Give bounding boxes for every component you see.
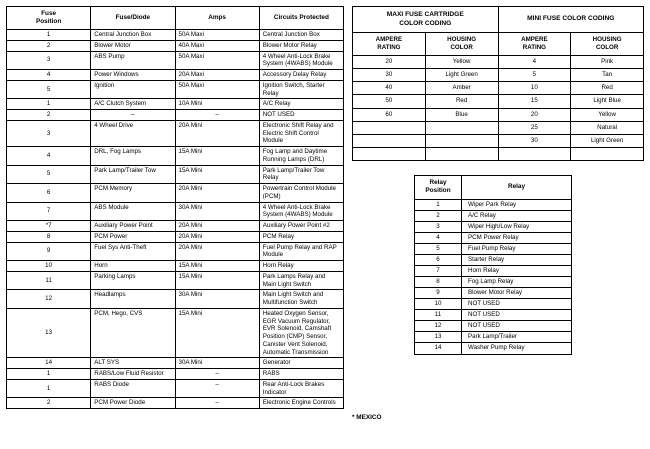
fuse-circuits-cell: Main Light Switch and Multifunction Switch	[259, 290, 343, 309]
fuse-amps-cell: 30A Mini	[175, 290, 259, 309]
maxi-ampere-cell	[353, 121, 426, 134]
maxi-housing-header-line2: COLOR	[450, 44, 473, 52]
maxi-ampere-cell	[353, 134, 426, 147]
fuse-position-cell: 10	[7, 261, 91, 272]
fuse-table-header-device: Fuse/Diode	[91, 7, 175, 30]
relay-position-cell: 7	[415, 266, 462, 277]
table-row	[7, 242, 344, 261]
mini-housing-color-cell: Natural	[571, 121, 644, 134]
table-row	[415, 299, 572, 310]
mini-housing-color-cell: Red	[571, 82, 644, 95]
fuse-table-header-position-line2: Position	[36, 18, 62, 25]
relay-name-cell: Starter Relay	[462, 254, 572, 265]
table-row	[7, 30, 344, 41]
maxi-housing-header	[425, 33, 498, 56]
fuse-amps-cell: 15A Mini	[175, 165, 259, 184]
table-row	[7, 398, 344, 409]
relay-name-cell: Wiper Park Relay	[462, 199, 572, 210]
fuse-position-cell: 9	[7, 242, 91, 261]
mini-housing-header-line2: COLOR	[595, 44, 619, 52]
relay-name-cell: A/C Relay	[462, 210, 572, 221]
fuse-table-header-position-line1: Fuse	[41, 10, 57, 17]
table-row	[353, 95, 644, 108]
table-row	[415, 254, 572, 265]
fuse-position-cell: 3	[7, 51, 91, 70]
fuse-circuits-cell: Fog Lamp and Daytime Running Lamps (DRL)	[259, 147, 343, 166]
fuse-amps-cell: 10A Mini	[175, 99, 259, 110]
footnote-mexico: * MEXICO	[352, 414, 382, 421]
fuse-amps-cell: 20A Mini	[175, 231, 259, 242]
table-row	[353, 134, 644, 147]
fuse-position-cell: 11	[7, 271, 91, 290]
color-coding-title-row	[353, 7, 644, 33]
table-row	[7, 120, 344, 146]
relay-name-cell: Blower Motor Relay	[462, 288, 572, 299]
mini-ampere-cell: 10	[498, 82, 571, 95]
fuse-circuits-cell: Accessory Delay Relay	[259, 70, 343, 81]
fuse-circuits-cell: Powertrain Control Module (PCM)	[259, 184, 343, 203]
relay-name-cell: NOT USED	[462, 310, 572, 321]
fuse-device-cell: Ignition	[91, 80, 175, 99]
fuse-circuits-cell: Electronic Shift Relay and Electric Shift Control Module	[259, 120, 343, 146]
table-row	[7, 40, 344, 51]
fuse-position-cell: 4	[7, 70, 91, 81]
fuse-position-cell: 8	[7, 231, 91, 242]
fuse-circuits-cell: 4 Wheel Anti-Lock Brake System (4WABS) Module	[259, 202, 343, 221]
fuse-amps-cell: 15A Mini	[175, 261, 259, 272]
fuse-position-cell: 4	[7, 147, 91, 166]
fuse-device-cell: ALT SYS	[91, 358, 175, 369]
mini-ampere-header-line1: AMPERE	[521, 36, 548, 44]
relay-name-cell: PCM Power Relay	[462, 232, 572, 243]
fuse-device-cell: ABS Module	[91, 202, 175, 221]
fuse-device-cell: ABS Pump	[91, 51, 175, 70]
table-row	[415, 221, 572, 232]
table-row	[7, 99, 344, 110]
maxi-housing-color-cell	[425, 134, 498, 147]
fuse-position-cell: 7	[7, 202, 91, 221]
table-row	[415, 199, 572, 210]
maxi-title-line1: MAXI FUSE CARTRIDGE	[386, 11, 464, 18]
table-row	[415, 332, 572, 343]
fuse-position-cell: 6	[7, 184, 91, 203]
table-row	[7, 184, 344, 203]
mini-housing-color-cell: Yellow	[571, 108, 644, 121]
mini-housing-header	[571, 33, 644, 56]
fuse-amps-cell: 30A Mini	[175, 358, 259, 369]
maxi-ampere-cell: 60	[353, 108, 426, 121]
fuse-device-cell: Headlamps	[91, 290, 175, 309]
color-coding-container	[352, 6, 644, 161]
fuse-amps-cell: 20A Mini	[175, 242, 259, 261]
table-row	[415, 277, 572, 288]
mini-ampere-cell: 5	[498, 69, 571, 82]
fuse-position-cell: 2	[7, 40, 91, 51]
maxi-ampere-cell	[353, 147, 426, 160]
maxi-title-line2: COLOR CODING	[399, 19, 452, 27]
fuse-amps-cell: 15A Mini	[175, 147, 259, 166]
relay-position-cell: 10	[415, 299, 462, 310]
table-row	[7, 165, 344, 184]
fuse-position-cell: 2	[7, 398, 91, 409]
relay-table-container	[414, 175, 572, 355]
fuse-circuits-cell: Central Junction Box	[259, 30, 343, 41]
relay-header-line1: Relay	[429, 179, 447, 186]
fuse-circuits-cell: Rear Anti-Lock Brakes Indicator	[259, 379, 343, 398]
fuse-position-cell: *7	[7, 221, 91, 232]
fuse-amps-cell: 15A Mini	[175, 271, 259, 290]
fuse-circuits-cell: NOT USED	[259, 110, 343, 121]
fuse-amps-cell: –	[175, 369, 259, 380]
fuse-position-cell: 3	[7, 120, 91, 146]
fuse-device-cell: Parking Lamps	[91, 271, 175, 290]
table-row	[7, 379, 344, 398]
fuse-device-cell: Park Lamp/Trailer Tow	[91, 165, 175, 184]
maxi-housing-color-cell: Light Green	[425, 69, 498, 82]
fuse-device-cell: Blower Motor	[91, 40, 175, 51]
fuse-position-cell: 13	[7, 308, 91, 358]
relay-position-cell: 13	[415, 332, 462, 343]
table-row	[353, 82, 644, 95]
mini-housing-header-line1: HOUSING	[592, 36, 622, 44]
fuse-circuits-cell: Horn Relay	[259, 261, 343, 272]
relay-header-line2: Position	[425, 187, 451, 195]
table-row	[353, 108, 644, 121]
fuse-circuits-cell: A/C Relay	[259, 99, 343, 110]
table-row	[7, 369, 344, 380]
relay-position-cell: 6	[415, 254, 462, 265]
fuse-table-header-amps: Amps	[175, 7, 259, 30]
fuse-position-cell: 1	[7, 30, 91, 41]
maxi-housing-color-cell	[425, 121, 498, 134]
fuse-device-cell: DRL, Fog Lamps	[91, 147, 175, 166]
table-row	[7, 80, 344, 99]
table-row	[7, 271, 344, 290]
fuse-circuits-cell: Heated Oxygen Sensor, EGR Vacuum Regulator, EVR Solenoid, Camshaft Position (CMP) Sensor, Canister Vent Solenoid, Automatic Transmission	[259, 308, 343, 358]
fuse-position-cell: 14	[7, 358, 91, 369]
relay-name-cell: Fuel Pump Relay	[462, 243, 572, 254]
table-row	[7, 308, 344, 358]
table-row	[7, 51, 344, 70]
fuse-circuits-cell: Electronic Engine Controls	[259, 398, 343, 409]
relay-position-cell: 12	[415, 321, 462, 332]
fuse-position-cell: 1	[7, 99, 91, 110]
fuse-position-cell: 12	[7, 290, 91, 309]
fuse-circuits-cell: Auxiliary Power Point #2	[259, 221, 343, 232]
relay-table-header-relay: Relay	[462, 176, 572, 200]
relay-position-cell: 11	[415, 310, 462, 321]
relay-name-cell: NOT USED	[462, 321, 572, 332]
table-row	[353, 121, 644, 134]
relay-position-cell: 4	[415, 232, 462, 243]
table-row	[415, 232, 572, 243]
fuse-device-cell: 4 Wheel Drive	[91, 120, 175, 146]
fuse-amps-cell: 30A Mini	[175, 202, 259, 221]
maxi-ampere-header-line1: AMPERE	[375, 36, 403, 44]
fuse-amps-cell: 20A Maxi	[175, 70, 259, 81]
fuse-position-cell: 5	[7, 80, 91, 99]
maxi-ampere-cell: 50	[353, 95, 426, 108]
table-row	[7, 110, 344, 121]
relay-name-cell: Wiper High/Low Relay	[462, 221, 572, 232]
maxi-ampere-header-line2: RATING	[377, 44, 401, 52]
mini-ampere-cell: 4	[498, 56, 571, 69]
maxi-color-coding-title	[353, 7, 499, 33]
relay-name-cell: Washer Pump Relay	[462, 343, 572, 354]
maxi-housing-color-cell: Amber	[425, 82, 498, 95]
fuse-amps-cell: –	[175, 110, 259, 121]
relay-position-cell: 8	[415, 277, 462, 288]
fuse-table-header-row	[7, 7, 344, 30]
fuse-device-cell: PCM Memory	[91, 184, 175, 203]
maxi-housing-color-cell: Blue	[425, 108, 498, 121]
fuse-device-cell: RABS/Low Fluid Resistor	[91, 369, 175, 380]
table-row	[353, 56, 644, 69]
table-row	[7, 290, 344, 309]
relay-name-cell: NOT USED	[462, 299, 572, 310]
fuse-circuits-cell: Park Lamp/Trailer Tow Relay	[259, 165, 343, 184]
fuse-amps-cell: 40A Maxi	[175, 40, 259, 51]
fuse-device-cell: Fuel Sys Anti-Theft	[91, 242, 175, 261]
maxi-housing-header-line1: HOUSING	[447, 36, 477, 44]
fuse-table-header-position	[7, 7, 91, 30]
relay-position-cell: 3	[415, 221, 462, 232]
relay-position-cell: 9	[415, 288, 462, 299]
fuse-position-cell: 1	[7, 369, 91, 380]
table-row	[7, 261, 344, 272]
relay-name-cell: Fog Lamp Relay	[462, 277, 572, 288]
fuse-amps-cell: 50A Maxi	[175, 80, 259, 99]
fuse-device-cell: PCM Power	[91, 231, 175, 242]
mini-housing-color-cell: Tan	[571, 69, 644, 82]
mini-ampere-header	[498, 33, 571, 56]
mini-ampere-cell: 25	[498, 121, 571, 134]
fuse-amps-cell: –	[175, 379, 259, 398]
relay-position-cell: 2	[415, 210, 462, 221]
fuse-device-cell: Central Junction Box	[91, 30, 175, 41]
table-row	[415, 343, 572, 354]
fuse-amps-cell: 20A Mini	[175, 120, 259, 146]
fuse-device-cell: RABS Diode	[91, 379, 175, 398]
fuse-circuits-cell: PCM Relay	[259, 231, 343, 242]
mini-housing-color-cell: Pink	[571, 56, 644, 69]
table-row	[7, 358, 344, 369]
table-row	[415, 310, 572, 321]
mini-color-coding-title	[498, 7, 644, 33]
mini-housing-color-cell	[571, 147, 644, 160]
mini-title-line1: MINI FUSE COLOR CODING	[527, 15, 615, 23]
fuse-amps-cell: 15A Mini	[175, 308, 259, 358]
maxi-ampere-cell: 20	[353, 56, 426, 69]
fuse-circuits-cell: Generator	[259, 358, 343, 369]
fuse-amps-cell: –	[175, 398, 259, 409]
fuse-device-cell: A/C Clutch System	[91, 99, 175, 110]
mini-ampere-header-line2: RATING	[522, 44, 546, 52]
fuse-device-cell: PCM, Hego, CVS	[91, 308, 175, 358]
fuse-table-header-circuits: Circuits Protected	[259, 7, 343, 30]
fuse-circuits-cell: Ignition Switch, Starter Relay	[259, 80, 343, 99]
maxi-ampere-cell: 30	[353, 69, 426, 82]
maxi-ampere-cell: 40	[353, 82, 426, 95]
relay-position-cell: 5	[415, 243, 462, 254]
fuse-device-cell: –	[91, 110, 175, 121]
mini-housing-color-cell: Light Green	[571, 134, 644, 147]
table-row	[353, 69, 644, 82]
fuse-color-coding-table	[352, 6, 644, 161]
table-row	[7, 147, 344, 166]
fuse-device-cell: Power Windows	[91, 70, 175, 81]
fuse-position-cell: 5	[7, 165, 91, 184]
maxi-housing-color-cell	[425, 147, 498, 160]
relay-position-cell: 14	[415, 343, 462, 354]
fuse-device-cell: PCM Power Diode	[91, 398, 175, 409]
fuse-circuits-cell: RABS	[259, 369, 343, 380]
relay-table-header-position	[415, 176, 462, 200]
color-coding-column-header-row	[353, 33, 644, 56]
fuse-amps-cell: 20A Mini	[175, 221, 259, 232]
table-row	[415, 321, 572, 332]
relay-position-cell: 1	[415, 199, 462, 210]
relay-table	[414, 175, 572, 355]
color-coding-body	[353, 56, 644, 161]
fuse-device-cell: Horn	[91, 261, 175, 272]
table-row	[415, 243, 572, 254]
fuse-circuits-cell: Blower Motor Relay	[259, 40, 343, 51]
table-row	[415, 210, 572, 221]
mini-ampere-cell	[498, 147, 571, 160]
fuse-table-container	[6, 6, 344, 409]
fuse-table	[6, 6, 344, 409]
mini-ampere-cell: 15	[498, 95, 571, 108]
fuse-device-cell: Auxiliary Power Point	[91, 221, 175, 232]
relay-table-body	[415, 199, 572, 354]
fuse-position-cell: 1	[7, 379, 91, 398]
maxi-housing-color-cell: Yellow	[425, 56, 498, 69]
table-row	[7, 231, 344, 242]
fuse-circuits-cell: Park Lamps Relay and Main Light Switch	[259, 271, 343, 290]
fuse-amps-cell: 20A Mini	[175, 184, 259, 203]
fuse-amps-cell: 50A Maxi	[175, 51, 259, 70]
mini-ampere-cell: 30	[498, 134, 571, 147]
mini-ampere-cell: 20	[498, 108, 571, 121]
table-row	[7, 202, 344, 221]
maxi-ampere-header	[353, 33, 426, 56]
table-row	[7, 70, 344, 81]
relay-table-header-row	[415, 176, 572, 200]
maxi-housing-color-cell: Red	[425, 95, 498, 108]
table-row	[7, 221, 344, 232]
fuse-amps-cell: 50A Maxi	[175, 30, 259, 41]
relay-name-cell: Horn Relay	[462, 266, 572, 277]
fuse-position-cell: 2	[7, 110, 91, 121]
table-row	[353, 147, 644, 160]
mini-housing-color-cell: Light Blue	[571, 95, 644, 108]
table-row	[415, 266, 572, 277]
relay-name-cell: Park Lamp/Trailer	[462, 332, 572, 343]
fuse-table-body	[7, 30, 344, 409]
fuse-circuits-cell: 4 Wheel Anti-Lock Brake System (4WABS) Module	[259, 51, 343, 70]
fuse-circuits-cell: Fuel Pump Relay and RAP Module	[259, 242, 343, 261]
table-row	[415, 288, 572, 299]
